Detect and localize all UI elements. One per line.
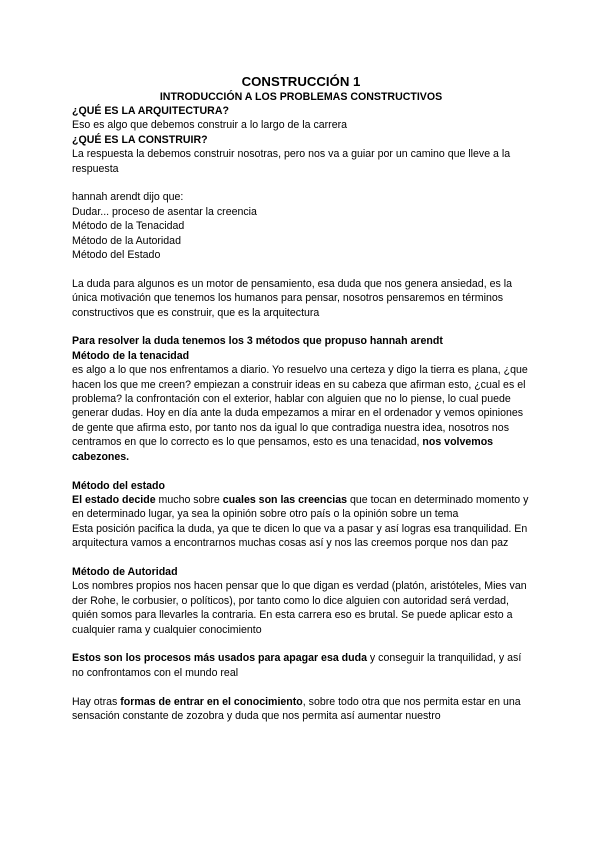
procesos-bold: Estos son los procesos más usados para apagar esa duda <box>72 652 367 665</box>
paragraph-arquitectura: Eso es algo que debemos construir a lo largo de la carrera <box>72 119 348 132</box>
heading-estado: Método del estado <box>72 479 165 492</box>
spacer <box>72 637 530 651</box>
arendt-item: Método de la Autoridad <box>72 234 181 247</box>
arendt-item: Método de la Tenacidad <box>72 220 185 233</box>
heading-tenacidad: Método de la tenacidad <box>72 349 190 362</box>
spacer <box>72 262 530 276</box>
spacer <box>72 680 530 694</box>
paragraph-procesos <box>72 651 530 680</box>
spacer <box>72 551 530 565</box>
paragraph-estado-2: Esta posición pacifica la duda, ya que te dicen lo que va a pasar y así logras esa tranquilidad. En arquitectura vamos a encontrarnos muchas cosas así y nos las creemos porque nos dan paz <box>72 522 528 550</box>
estado-bold-mid: cuales son las creencias <box>222 493 348 506</box>
heading-construir: ¿QUÉ ES LA CONSTRUIR? <box>72 133 208 146</box>
paragraph-construir: La respuesta la debemos construir nosotras, pero nos va a guiar por un camino que lleve a la respuesta <box>72 148 511 175</box>
heading-autoridad: Método de Autoridad <box>72 565 178 578</box>
arendt-intro: hannah arendt dijo que: <box>72 191 184 204</box>
tenacidad-bold: nos volvemos cabezones. <box>72 436 494 463</box>
otras-text-1: Hay otras <box>72 695 121 708</box>
otras-text-2: , sobre todo otra que nos permita estar en una sensación constante de zozobra y duda que nos permita así aumentar nuestro <box>72 695 521 722</box>
document-subtitle: INTRODUCCIÓN A LOS PROBLEMAS CONSTRUCTIVOS <box>159 91 443 103</box>
heading-arquitectura: ¿QUÉ ES LA ARQUITECTURA? <box>72 105 229 117</box>
paragraph-estado <box>72 493 530 522</box>
spacer <box>72 464 530 478</box>
spacer <box>72 320 530 334</box>
paragraph-tenacidad <box>72 363 530 464</box>
spacer <box>72 176 530 190</box>
paragraph-autoridad: Los nombres propios nos hacen pensar que lo que digan es verdad (platón, aristóteles, Mies van der Rohe, le corbusier, o políticos), por tanto como lo dice alguien con autoridad será verdad, quién somos para llevarles la contraria. En esta carrera eso es brutal. Se puede aplicar esto a cualquier rama y cualquier conocimiento <box>72 580 527 636</box>
tenacidad-text: es algo a lo que nos enfrentamos a diario. Yo resuelvo una certeza y digo la tierra es plana, ¿que hacen los que me creen? empiezan a construir ideas en su cabeza que afirman esto, ¿cual es el problema? la confrontación con el exterior, hablar con alguien que no lo piense, lo cual puede generar dudas. Hoy en día ante la duda empezamos a mirar en el ordenador y vemos opiniones de gente que afirma esto, por tanto nos da igual lo que contradiga nuestra idea, nosotros nos centramos en que lo correcto es lo que pensamos, esto es una tenacidad, <box>72 364 528 449</box>
otras-bold: formas de entrar en el conocimiento <box>120 695 303 708</box>
document-title: CONSTRUCCIÓN 1 <box>241 74 361 89</box>
procesos-text: y conseguir la tranquilidad, y así no confrontamos con el mundo real <box>72 652 522 679</box>
heading-resolver: Para resolver la duda tenemos los 3 métodos que propuso hannah arendt <box>72 335 443 348</box>
estado-text-2: que tocan en determinado momento y en determinado lugar, ya sea la opinión sobre otro país o la opinión sobre un tema <box>72 493 529 521</box>
paragraph-duda: La duda para algunos es un motor de pensamiento, esa duda que nos genera ansiedad, es la única motivación que tenemos los humanos para pensar, nosotros pensaremos en términos constructivos que es construir, que es la arquitectura <box>72 277 512 319</box>
estado-text-1: mucho sobre <box>155 493 223 506</box>
arendt-item: Dudar... proceso de asentar la creencia <box>72 205 257 218</box>
paragraph-otras <box>72 695 530 724</box>
arendt-item: Método del Estado <box>72 249 161 262</box>
estado-bold-start: El estado decide <box>72 493 156 506</box>
document-page <box>72 73 530 723</box>
